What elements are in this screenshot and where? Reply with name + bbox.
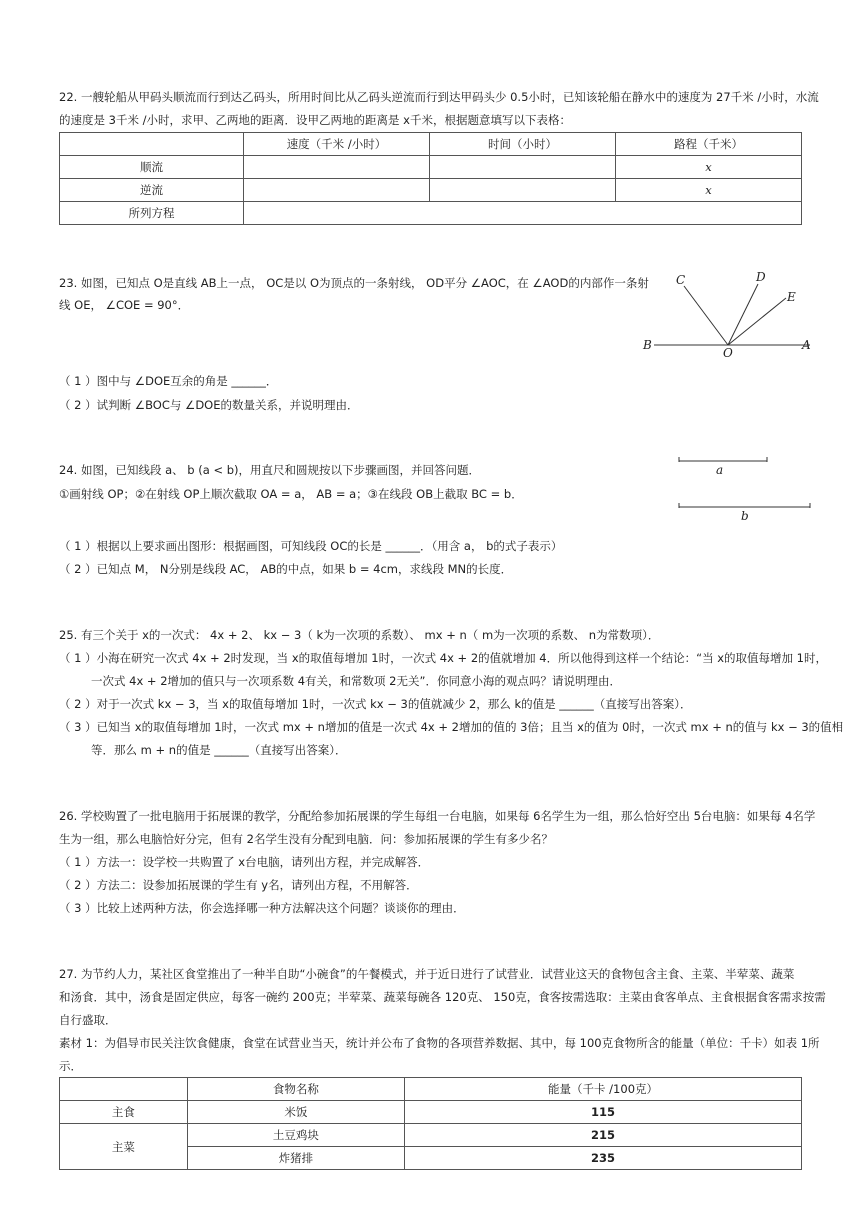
table-row bbox=[60, 202, 802, 225]
q27-text-line3: 自行盛取． bbox=[59, 1013, 117, 1027]
table-row bbox=[60, 1124, 802, 1147]
equation-label: 所列方程 bbox=[60, 202, 244, 225]
q27-text-line4: 素材 1：为倡导市民关注饮食健康，食堂在试营业当天，统计并公布了食物的各项营养数据、其中，每 100克食物所含的能量（单位：千卡）如表 1所 bbox=[59, 1036, 820, 1050]
energy-cell: 235 bbox=[405, 1147, 802, 1170]
q25-part2: （ 2 ）对于一次式 kx − 3，当 x的取值每增加 1时，一次式 kx − 3的值就减少 2，那么 k的值是 ______（直接写出答案）． bbox=[59, 697, 692, 711]
category-cell: 主菜 bbox=[60, 1124, 188, 1170]
table-header-cell bbox=[60, 1078, 188, 1101]
q23-text-line1: 23. 如图，已知点 O是直线 AB上一点， OC是以 O为顶点的一条射线， OD平分 ∠AOC，在 ∠AOD的内部作一条射 bbox=[59, 276, 649, 290]
energy-cell: 115 bbox=[405, 1101, 802, 1124]
label-a: a bbox=[716, 463, 724, 477]
q27-text-line2: 和汤食．其中，汤食是固定供应，每客一碗约 200克；半荤菜、蔬菜每碗各 120克、 150克，食客按需选取：主菜由食客单点、主食根据食客需求按需 bbox=[59, 990, 826, 1004]
table-header-cell: 路程（千米） bbox=[615, 133, 801, 156]
table-header-cell: 时间（小时） bbox=[429, 133, 615, 156]
q26-part1: （ 1 ）方法一：设学校一共购置了 x台电脑，请列出方程，并完成解答． bbox=[59, 855, 430, 869]
row-label: 顺流 bbox=[60, 156, 244, 179]
table-header-row bbox=[60, 1078, 802, 1101]
q22-text-line2: 的速度是 3千米 /小时，求甲、乙两地的距离．设甲乙两地的距离是 x千米，根据题意填写以下表格： bbox=[59, 113, 571, 127]
distance-cell: x bbox=[615, 179, 801, 202]
label-e: E bbox=[787, 290, 796, 304]
q26-text-line2: 生为一组，那么电脑恰好分完，但有 2名学生没有分配到电脑．问：参加拓展课的学生有多少名？ bbox=[59, 832, 553, 846]
label-d: D bbox=[756, 270, 766, 284]
label-c: C bbox=[676, 273, 686, 287]
energy-cell: 215 bbox=[405, 1124, 802, 1147]
q27-energy-table bbox=[59, 1077, 802, 1170]
equation-cell bbox=[243, 202, 801, 225]
q25-text-line1: 25. 有三个关于 x的一次式： 4x + 2、 kx − 3（ k为一次项的系数）、 mx + n（ m为一次项的系数、 n为常数项）． bbox=[59, 628, 660, 642]
q26-text-line1: 26. 学校购置了一批电脑用于拓展课的教学，分配给参加拓展课的学生每组一台电脑，如果每 6名学生为一组，那么恰好空出 5台电脑：如果每 4名学 bbox=[59, 809, 816, 823]
q26-part2: （ 2 ）方法二：设参加拓展课的学生有 y名，请列出方程，不用解答． bbox=[59, 878, 418, 892]
q22-text-line1: 22. 一艘轮船从甲码头顺流而行到达乙码头，所用时间比从乙码头逆流而行到达甲码头少 0.5小时，已知该轮船在静水中的速度为 27千米 /小时，水流 bbox=[59, 90, 819, 104]
q27-text-line5: 示． bbox=[59, 1059, 82, 1073]
q26-part3: （ 3 ）比较上述两种方法，你会选择哪一种方法解决这个问题？谈谈你的理由． bbox=[59, 901, 465, 915]
ray-od bbox=[728, 284, 758, 345]
label-o: O bbox=[723, 346, 733, 360]
food-name-cell: 米饭 bbox=[187, 1101, 404, 1124]
q22-table bbox=[59, 132, 802, 225]
time-cell bbox=[429, 179, 615, 202]
q24-text-line2: ①画射线 OP；②在射线 OP上顺次截取 OA = a， AB = a；③在线段 OB上截取 BC = b． bbox=[59, 487, 523, 501]
food-name-cell: 炸猪排 bbox=[187, 1147, 404, 1170]
ray-oc bbox=[684, 286, 728, 345]
label-b: b bbox=[741, 509, 749, 523]
speed-cell bbox=[243, 156, 429, 179]
q25-part3a: （ 3 ）已知当 x的取值每增加 1时，一次式 mx + n增加的值是一次式 4x + 2增加的值的 3倍；且当 x的值为 0时，一次式 mx + n的值与 kx − 3的值相 bbox=[59, 720, 844, 734]
label-b: B bbox=[643, 338, 652, 352]
q24-part1: （ 1 ）根据以上要求画出图形：根据画图，可知线段 OC的长是 ______．（用含 a， b的式子表示） bbox=[59, 539, 563, 553]
q23-part1: （ 1 ）图中与 ∠DOE互余的角是 ______． bbox=[59, 374, 278, 388]
q25-part3b: 等．那么 m + n的值是 ______（直接写出答案）． bbox=[91, 743, 347, 757]
ray-oe bbox=[728, 298, 786, 345]
table-row bbox=[60, 1101, 802, 1124]
speed-cell bbox=[243, 179, 429, 202]
q23-part2: （ 2 ）试判断 ∠BOC与 ∠DOE的数量关系，并说明理由． bbox=[59, 398, 359, 412]
q25-part1b: 一次式 4x + 2增加的值只与一次项系数 4有关，和常数项 2无关”．你同意小海的观点吗？请说明理由． bbox=[91, 674, 621, 688]
q23-angle-figure bbox=[640, 268, 820, 360]
distance-cell: x bbox=[615, 156, 801, 179]
table-header-cell bbox=[60, 133, 244, 156]
table-row bbox=[60, 179, 802, 202]
table-header-cell: 食物名称 bbox=[187, 1078, 404, 1101]
label-a: A bbox=[802, 338, 811, 352]
q24-part2: （ 2 ）已知点 M， N分别是线段 AC， AB的中点，如果 b = 4cm，求线段 MN的长度． bbox=[59, 562, 513, 576]
food-name-cell: 土豆鸡块 bbox=[187, 1124, 404, 1147]
row-label: 逆流 bbox=[60, 179, 244, 202]
q25-part1a: （ 1 ）小海在研究一次式 4x + 2时发现，当 x的取值每增加 1时，一次式 4x + 2的值就增加 4．所以他得到这样一个结论：“当 x的取值每增加 1时， bbox=[59, 651, 828, 665]
table-header-cell: 速度（千米 /小时） bbox=[243, 133, 429, 156]
category-cell: 主食 bbox=[60, 1101, 188, 1124]
table-row bbox=[60, 156, 802, 179]
q27-text-line1: 27. 为节约人力，某社区食堂推出了一种半自助“小碗食”的午餐模式，并于近日进行了试营业．试营业这天的食物包含主食、主菜、半荤菜、蔬菜 bbox=[59, 967, 795, 981]
time-cell bbox=[429, 156, 615, 179]
table-header-row bbox=[60, 133, 802, 156]
table-header-cell: 能量（千卡 /100克） bbox=[405, 1078, 802, 1101]
q23-text-line2: 线 OE， ∠COE = 90°． bbox=[59, 298, 190, 312]
q24-text-line1: 24. 如图，已知线段 a、 b (a < b)，用直尺和圆规按以下步骤画图，并回答问题． bbox=[59, 463, 481, 477]
q24-segments-figure bbox=[674, 452, 814, 524]
